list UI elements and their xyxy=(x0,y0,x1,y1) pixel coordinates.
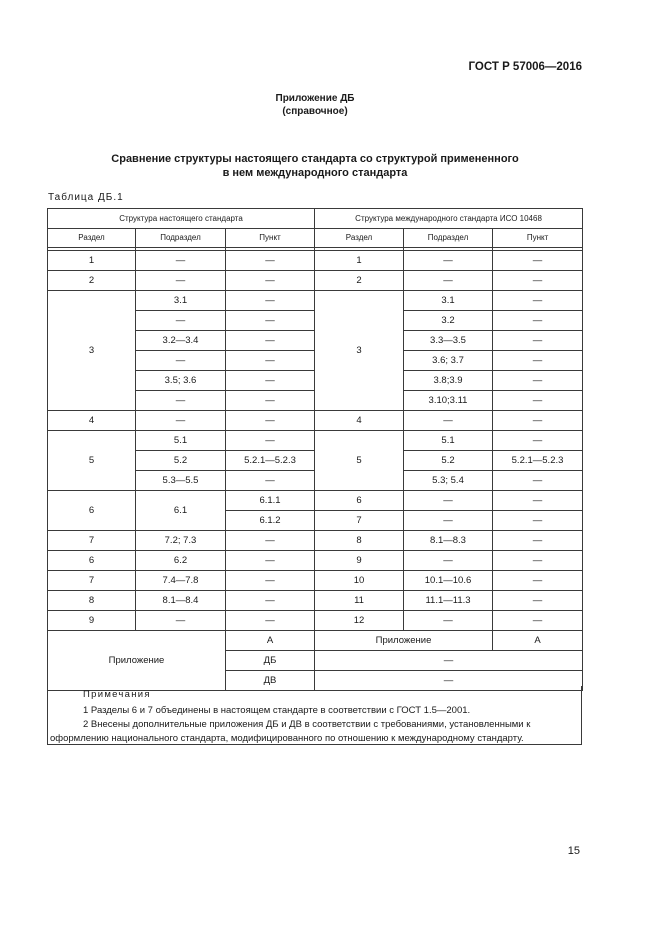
table-cell: — xyxy=(493,411,583,431)
table-cell: 3.2 xyxy=(404,311,493,331)
table-cell: 5.2.1—5.2.3 xyxy=(493,451,583,471)
table-cell: 8.1—8.3 xyxy=(404,531,493,551)
table-cell: — xyxy=(493,391,583,411)
table-cell: — xyxy=(226,251,315,271)
table-cell: 5.2 xyxy=(404,451,493,471)
table-cell: 7 xyxy=(48,571,136,591)
table-cell: 11.1—11.3 xyxy=(404,591,493,611)
table-row xyxy=(48,291,583,311)
table-cell: — xyxy=(226,311,315,331)
table-cell: — xyxy=(493,251,583,271)
table-cell: — xyxy=(404,411,493,431)
table-cell: 8.1—8.4 xyxy=(136,591,226,611)
table-cell: — xyxy=(226,291,315,311)
table-cell: 7.4—7.8 xyxy=(136,571,226,591)
table-cell: 3.1 xyxy=(136,291,226,311)
table-cell: 3.3—3.5 xyxy=(404,331,493,351)
annex-heading xyxy=(0,92,630,118)
table-cell: 6.1.2 xyxy=(226,511,315,531)
table-column-header-row xyxy=(48,229,583,248)
table-cell: — xyxy=(226,391,315,411)
table-cell: 5.2.1—5.2.3 xyxy=(226,451,315,471)
table-row xyxy=(48,271,583,291)
section-title-line1: Сравнение структуры настоящего стандарта со структурой примененного xyxy=(111,153,519,165)
table-cell: Приложение xyxy=(48,631,226,691)
table-cell: 8 xyxy=(315,531,404,551)
table-cell: — xyxy=(315,651,583,671)
table-cell: — xyxy=(493,471,583,491)
table-cell: — xyxy=(226,431,315,451)
table-cell: 4 xyxy=(315,411,404,431)
structure-comparison-table xyxy=(47,208,583,691)
table-cell: — xyxy=(226,571,315,591)
table-cell: 6.2 xyxy=(136,551,226,571)
table-cell: ДБ xyxy=(226,651,315,671)
table-cell: 7 xyxy=(315,511,404,531)
table-cell: 8 xyxy=(48,591,136,611)
table-row xyxy=(48,571,583,591)
column-header: Пункт xyxy=(493,229,583,248)
table-cell: — xyxy=(493,371,583,391)
table-cell: А xyxy=(226,631,315,651)
table-cell: 9 xyxy=(48,611,136,631)
table-cell: — xyxy=(136,351,226,371)
table-cell: 3.5; 3.6 xyxy=(136,371,226,391)
table-cell: — xyxy=(136,271,226,291)
table-cell: 6.1.1 xyxy=(226,491,315,511)
table-cell: Приложение xyxy=(315,631,493,651)
table-cell: — xyxy=(493,291,583,311)
table-cell: 3.8;3.9 xyxy=(404,371,493,391)
table-notes xyxy=(47,686,582,745)
table-cell: 3.2—3.4 xyxy=(136,331,226,351)
table-cell: — xyxy=(404,251,493,271)
table-cell: 6 xyxy=(315,491,404,511)
table-row xyxy=(48,551,583,571)
table-row xyxy=(48,431,583,451)
table-cell: 5.1 xyxy=(404,431,493,451)
table-cell: 5 xyxy=(48,431,136,491)
annex-subtitle: (справочное) xyxy=(282,106,348,117)
table-cell: — xyxy=(493,571,583,591)
table-cell: — xyxy=(136,411,226,431)
table-cell: — xyxy=(226,531,315,551)
table-cell: — xyxy=(493,531,583,551)
table-cell: 1 xyxy=(48,251,136,271)
table-cell: — xyxy=(226,331,315,351)
table-cell: 3.10;3.11 xyxy=(404,391,493,411)
document-code: ГОСТ Р 57006—2016 xyxy=(468,61,582,73)
table-row xyxy=(48,631,583,651)
table-cell: — xyxy=(226,371,315,391)
table-cell: — xyxy=(404,551,493,571)
table-row xyxy=(48,611,583,631)
table-cell: 7.2; 7.3 xyxy=(136,531,226,551)
table-cell: — xyxy=(404,271,493,291)
annex-title: Приложение ДБ xyxy=(275,93,355,104)
note-2-line1: 2 Внесены дополнительные приложения ДБ и ДВ в соответствии с требованиями, установленными к xyxy=(83,719,531,730)
table-cell: — xyxy=(226,551,315,571)
table-cell: — xyxy=(404,511,493,531)
table-cell: — xyxy=(226,591,315,611)
column-header: Раздел xyxy=(315,229,404,248)
table-cell: — xyxy=(493,511,583,531)
table-cell: 9 xyxy=(315,551,404,571)
column-header: Подраздел xyxy=(136,229,226,248)
table-caption: Таблица ДБ.1 xyxy=(48,192,124,203)
table-cell: — xyxy=(136,311,226,331)
table-cell: — xyxy=(226,351,315,371)
table-cell: 10 xyxy=(315,571,404,591)
table-cell: 3 xyxy=(48,291,136,411)
table-cell: — xyxy=(493,611,583,631)
table-cell: 5.2 xyxy=(136,451,226,471)
table-cell: 5.1 xyxy=(136,431,226,451)
table-cell: 1 xyxy=(315,251,404,271)
table-cell: 6.1 xyxy=(136,491,226,531)
table-cell: 11 xyxy=(315,591,404,611)
table-cell: — xyxy=(226,271,315,291)
table-cell: — xyxy=(404,611,493,631)
table-cell: — xyxy=(315,671,583,691)
table-cell: 10.1—10.6 xyxy=(404,571,493,591)
table-row xyxy=(48,251,583,271)
table-cell: — xyxy=(226,411,315,431)
table-cell: 12 xyxy=(315,611,404,631)
page-number: 15 xyxy=(567,845,580,857)
group-header-iso: Структура международного стандарта ИСО 10468 xyxy=(315,209,583,229)
table-cell: — xyxy=(493,351,583,371)
table-group-header-row xyxy=(48,209,583,229)
table-cell: — xyxy=(493,591,583,611)
table-cell: — xyxy=(493,331,583,351)
section-title xyxy=(0,152,630,180)
table-cell: — xyxy=(493,551,583,571)
table-cell: — xyxy=(493,311,583,331)
table-row xyxy=(48,531,583,551)
table-cell: 6 xyxy=(48,551,136,571)
table-cell: 3.6; 3.7 xyxy=(404,351,493,371)
column-header: Раздел xyxy=(48,229,136,248)
table-cell: — xyxy=(136,611,226,631)
table-row xyxy=(48,411,583,431)
table-cell: 6 xyxy=(48,491,136,531)
table-row xyxy=(48,491,583,511)
table-cell: — xyxy=(226,471,315,491)
table-cell: — xyxy=(493,271,583,291)
table-cell: 3.1 xyxy=(404,291,493,311)
table-cell: 5.3—5.5 xyxy=(136,471,226,491)
table-cell: ДВ xyxy=(226,671,315,691)
table-cell: 3 xyxy=(315,291,404,411)
table-cell: 2 xyxy=(315,271,404,291)
group-header-national: Структура настоящего стандарта xyxy=(48,209,315,229)
table-cell: 5 xyxy=(315,431,404,491)
table-cell: 5.3; 5.4 xyxy=(404,471,493,491)
table-cell: 7 xyxy=(48,531,136,551)
table-cell: — xyxy=(493,431,583,451)
table-cell: — xyxy=(136,251,226,271)
section-title-line2: в нем международного стандарта xyxy=(222,167,408,179)
note-2-line2: оформлению национального стандарта, модифицированного по отношению к международному стандарту. xyxy=(50,733,524,744)
note-1: 1 Разделы 6 и 7 объединены в настоящем стандарте в соответствии с ГОСТ 1.5—2001. xyxy=(83,705,471,716)
table-cell: 2 xyxy=(48,271,136,291)
table-cell: А xyxy=(493,631,583,651)
table-row xyxy=(48,591,583,611)
table-cell: 4 xyxy=(48,411,136,431)
column-header: Пункт xyxy=(226,229,315,248)
table-cell: — xyxy=(493,491,583,511)
table-cell: — xyxy=(136,391,226,411)
notes-title: Примечания xyxy=(83,689,151,700)
table-cell: — xyxy=(226,611,315,631)
column-header: Подраздел xyxy=(404,229,493,248)
table-cell: — xyxy=(404,491,493,511)
